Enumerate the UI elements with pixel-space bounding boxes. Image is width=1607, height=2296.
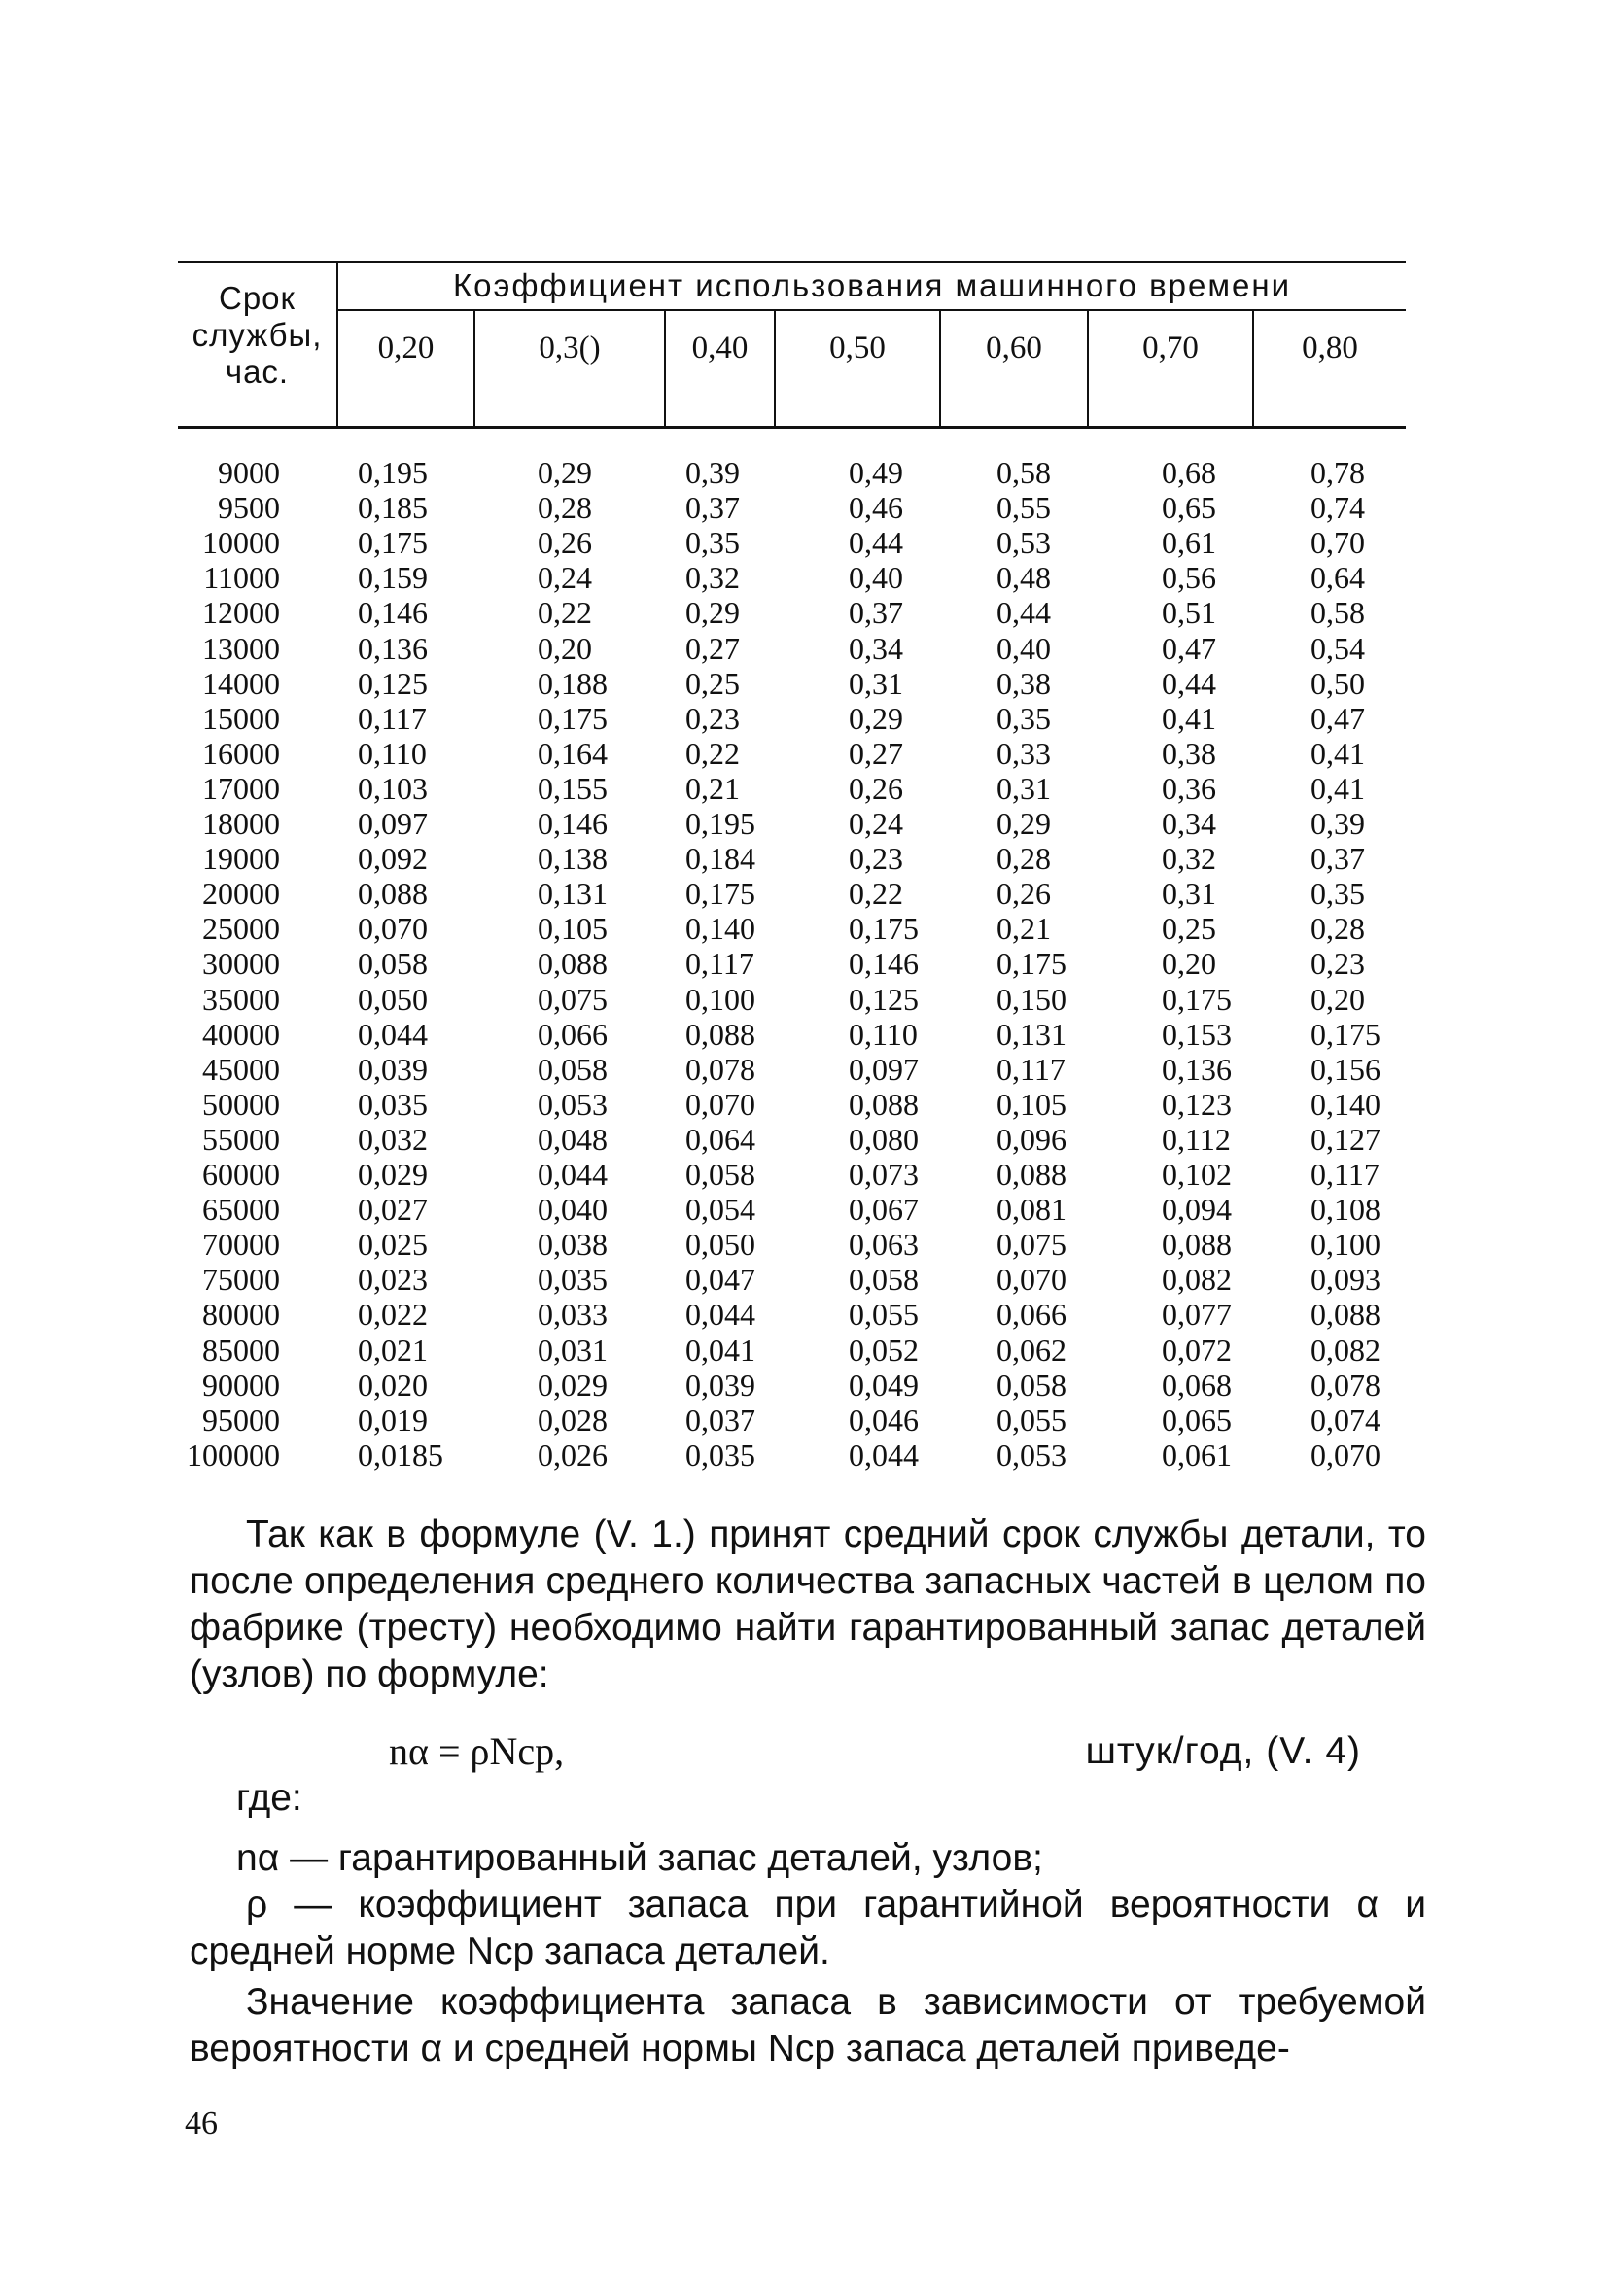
coefficient-cell: 0,088 [1310, 1297, 1380, 1333]
table-row [178, 1227, 1406, 1262]
coefficient-cell: 0,097 [358, 806, 428, 841]
column-header: 0,20 [377, 330, 435, 365]
table-row [178, 1403, 1406, 1438]
coefficient-cell: 0,65 [1162, 490, 1216, 526]
coefficient-cell: 0,44 [1162, 665, 1216, 701]
service-life-header [178, 280, 336, 391]
service-life-cell: 11000 [203, 560, 280, 596]
service-life-cell: 12000 [202, 595, 280, 631]
service-life-cell: 16000 [202, 735, 280, 771]
coefficient-cell: 0,112 [1162, 1121, 1231, 1157]
coefficient-cell: 0,58 [1310, 595, 1365, 631]
coefficient-cell: 0,035 [685, 1437, 755, 1473]
coefficient-cell: 0,68 [1162, 455, 1216, 490]
service-life-cell: 35000 [202, 981, 280, 1017]
coefficient-cell: 0,046 [849, 1402, 919, 1438]
service-life-cell: 30000 [202, 946, 280, 982]
coefficient-cell: 0,064 [685, 1121, 755, 1157]
header-bottom-rule [178, 426, 1406, 429]
coefficient-cell: 0,067 [849, 1192, 919, 1228]
coefficient-cell: 0,040 [538, 1192, 608, 1228]
service-life-cell: 40000 [202, 1016, 280, 1052]
table-row [178, 1192, 1406, 1227]
coefficient-cell: 0,055 [849, 1297, 919, 1333]
coefficient-cell: 0,070 [996, 1262, 1066, 1298]
coefficient-cell: 0,075 [538, 981, 608, 1017]
table-row [178, 666, 1406, 701]
formula-expression: nα = ρNcp, [389, 1729, 565, 1773]
definition-n-alpha: nα — гарантированный запас деталей, узлов; [236, 1837, 1043, 1879]
coefficient-cell: 0,073 [849, 1157, 919, 1192]
coefficient-cell: 0,044 [358, 1016, 428, 1052]
service-life-cell: 9500 [218, 490, 280, 526]
coefficient-cell: 0,26 [996, 876, 1051, 912]
coefficient-cell: 0,088 [996, 1157, 1066, 1192]
table-row [178, 876, 1406, 911]
table-row [178, 560, 1406, 595]
coefficient-cell: 0,088 [358, 876, 428, 912]
coefficient-cell: 0,39 [1310, 806, 1365, 841]
coefficient-cell: 0,55 [996, 490, 1051, 526]
coefficient-cell: 0,185 [358, 490, 428, 526]
coefficient-cell: 0,029 [538, 1367, 608, 1403]
service-life-cell: 20000 [202, 876, 280, 912]
service-life-cell: 13000 [202, 630, 280, 666]
service-life-cell: 60000 [202, 1157, 280, 1192]
coefficient-cell: 0,022 [358, 1297, 428, 1333]
coefficient-cell: 0,23 [849, 841, 903, 877]
coefficient-cell: 0,175 [358, 525, 428, 561]
coefficient-cell: 0,082 [1310, 1332, 1380, 1368]
service-life-cell: 65000 [202, 1192, 280, 1228]
coefficient-cell: 0,38 [1162, 735, 1216, 771]
service-life-cell: 85000 [202, 1332, 280, 1368]
coefficient-cell: 0,47 [1162, 630, 1216, 666]
column-header: 0,3() [539, 330, 601, 365]
service-life-cell: 45000 [202, 1051, 280, 1087]
service-life-cell: 9000 [218, 455, 280, 490]
coefficient-header: Коэффициент использования машинного времени [452, 267, 1292, 303]
coefficient-cell: 0,125 [849, 981, 919, 1017]
coefficient-cell: 0,25 [1162, 911, 1216, 947]
coefficient-cell: 0,48 [996, 560, 1051, 596]
coefficient-cell: 0,175 [1162, 981, 1232, 1017]
column-header: 0,40 [691, 330, 749, 365]
coefficient-cell: 0,058 [849, 1262, 919, 1298]
coefficient-cell: 0,081 [996, 1192, 1066, 1228]
coefficient-cell: 0,058 [996, 1367, 1066, 1403]
service-life-cell: 100000 [187, 1437, 280, 1473]
coefficient-cell: 0,021 [358, 1332, 428, 1368]
coefficient-cell: 0,074 [1310, 1402, 1380, 1438]
coefficient-cell: 0,23 [1310, 946, 1365, 982]
coefficient-cell: 0,28 [996, 841, 1051, 877]
coefficient-cell: 0,22 [849, 876, 903, 912]
coefficient-cell: 0,175 [849, 911, 919, 947]
service-life-header-line: час. [225, 354, 290, 390]
coefficient-cell: 0,35 [1310, 876, 1365, 912]
coefficient-cell: 0,164 [538, 735, 608, 771]
coefficient-cell: 0,088 [685, 1016, 755, 1052]
coefficient-cell: 0,175 [1310, 1016, 1380, 1052]
service-life-header-line: Срок [219, 280, 296, 316]
coefficient-cell: 0,039 [358, 1051, 428, 1087]
coefficient-cell: 0,61 [1162, 525, 1216, 561]
table-row [178, 595, 1406, 630]
coefficient-cell: 0,78 [1310, 455, 1365, 490]
coefficient-cell: 0,44 [849, 525, 903, 561]
coefficient-cell: 0,150 [996, 981, 1066, 1017]
coefficient-cell: 0,41 [1162, 700, 1216, 736]
table-row [178, 1122, 1406, 1157]
coefficient-cell: 0,25 [685, 665, 740, 701]
coefficient-cell: 0,035 [538, 1262, 608, 1298]
coefficient-cell: 0,033 [538, 1297, 608, 1333]
coefficient-cell: 0,28 [1310, 911, 1365, 947]
coefficient-cell: 0,22 [685, 735, 740, 771]
coefficient-cell: 0,077 [1162, 1297, 1232, 1333]
service-life-cell: 70000 [202, 1227, 280, 1263]
service-life-header-line: службы, [192, 317, 323, 353]
header-sub-rule [338, 309, 1406, 311]
table-row [178, 946, 1406, 981]
coefficient-cell: 0,117 [685, 946, 754, 982]
formula-units-number: штук/год, (V. 4) [1085, 1730, 1361, 1772]
coefficient-cell: 0,055 [996, 1402, 1066, 1438]
table-row [178, 1438, 1406, 1473]
coefficient-cell: 0,031 [538, 1332, 608, 1368]
coefficient-cell: 0,052 [849, 1332, 919, 1368]
coefficient-cell: 0,46 [849, 490, 903, 526]
coefficient-cell: 0,025 [358, 1227, 428, 1263]
table-row [178, 1052, 1406, 1087]
coefficient-cell: 0,082 [1162, 1262, 1232, 1298]
coefficient-cell: 0,146 [849, 946, 919, 982]
coefficient-cell: 0,136 [358, 630, 428, 666]
coefficient-cell: 0,105 [538, 911, 608, 947]
service-life-cell: 18000 [202, 806, 280, 841]
coefficient-cell: 0,47 [1310, 700, 1365, 736]
coefficient-cell: 0,39 [685, 455, 740, 490]
coefficient-cell: 0,24 [538, 560, 592, 596]
coefficient-cell: 0,072 [1162, 1332, 1232, 1368]
coefficient-cell: 0,123 [1162, 1086, 1232, 1122]
coefficient-cell: 0,102 [1162, 1157, 1232, 1192]
coefficient-cell: 0,49 [849, 455, 903, 490]
coefficient-cell: 0,026 [538, 1437, 608, 1473]
coefficient-cell: 0,027 [358, 1192, 428, 1228]
table-row [178, 736, 1406, 771]
table-row [178, 806, 1406, 841]
coefficient-cell: 0,195 [685, 806, 755, 841]
coefficient-cell: 0,26 [538, 525, 592, 561]
coefficient-cell: 0,41 [1310, 770, 1365, 806]
coefficient-cell: 0,140 [1310, 1086, 1380, 1122]
coefficient-cell: 0,138 [538, 841, 608, 877]
coefficient-cell: 0,188 [538, 665, 608, 701]
where-label: где: [236, 1777, 302, 1819]
coefficient-cell: 0,146 [358, 595, 428, 631]
coefficient-cell: 0,32 [1162, 841, 1216, 877]
coefficient-cell: 0,092 [358, 841, 428, 877]
coefficient-cell: 0,22 [538, 595, 592, 631]
coefficient-cell: 0,53 [996, 525, 1051, 561]
coefficient-cell: 0,093 [1310, 1262, 1380, 1298]
coefficient-cell: 0,070 [358, 911, 428, 947]
coefficient-cell: 0,041 [685, 1332, 755, 1368]
coefficient-cell: 0,048 [538, 1121, 608, 1157]
coefficient-cell: 0,34 [1162, 806, 1216, 841]
table-row [178, 1157, 1406, 1192]
coefficient-cell: 0,184 [685, 841, 755, 877]
coefficient-cell: 0,140 [685, 911, 755, 947]
coefficient-cell: 0,066 [996, 1297, 1066, 1333]
coefficient-cell: 0,044 [849, 1437, 919, 1473]
coefficient-cell: 0,061 [1162, 1437, 1232, 1473]
coefficient-cell: 0,32 [685, 560, 740, 596]
coefficient-cell: 0,078 [685, 1051, 755, 1087]
service-life-cell: 90000 [202, 1367, 280, 1403]
coefficient-cell: 0,31 [849, 665, 903, 701]
coefficient-cell: 0,175 [996, 946, 1066, 982]
service-life-cell: 50000 [202, 1086, 280, 1122]
coefficient-cell: 0,20 [1162, 946, 1216, 982]
paragraph-2: Значение коэффициента запаса в зависимости от требуемой вероятности α и средней нормы Ncp запаса деталей приведе- [190, 1981, 1426, 2070]
coefficient-cell: 0,131 [538, 876, 608, 912]
coefficient-cell: 0,053 [996, 1437, 1066, 1473]
coefficient-cell: 0,032 [358, 1121, 428, 1157]
coefficient-cell: 0,34 [849, 630, 903, 666]
coefficient-cell: 0,066 [538, 1016, 608, 1052]
coefficient-cell: 0,44 [996, 595, 1051, 631]
coefficient-cell: 0,058 [358, 946, 428, 982]
table-row [178, 1297, 1406, 1332]
coefficient-cell: 0,21 [685, 770, 740, 806]
coefficient-cell: 0,153 [1162, 1016, 1232, 1052]
coefficient-cell: 0,136 [1162, 1051, 1232, 1087]
coefficient-cell: 0,062 [996, 1332, 1066, 1368]
coefficient-cell: 0,088 [1162, 1227, 1232, 1263]
coefficient-cell: 0,40 [849, 560, 903, 596]
service-life-cell: 15000 [202, 700, 280, 736]
coefficient-cell: 0,37 [1310, 841, 1365, 877]
coefficient-cell: 0,047 [685, 1262, 755, 1298]
coefficient-cell: 0,20 [1310, 981, 1365, 1017]
table-row [178, 1087, 1406, 1122]
service-life-cell: 17000 [202, 770, 280, 806]
table-row [178, 1017, 1406, 1052]
coefficient-cell: 0,33 [996, 735, 1051, 771]
coefficient-cell: 0,146 [538, 806, 608, 841]
coefficient-cell: 0,26 [849, 770, 903, 806]
coefficient-cell: 0,068 [1162, 1367, 1232, 1403]
coefficient-cell: 0,58 [996, 455, 1051, 490]
column-header: 0,70 [1142, 330, 1199, 365]
coefficient-cell: 0,27 [685, 630, 740, 666]
coefficient-cell: 0,23 [685, 700, 740, 736]
coefficient-cell: 0,50 [1310, 665, 1365, 701]
coefficient-cell: 0,29 [685, 595, 740, 631]
table-row [178, 771, 1406, 806]
coefficient-cell: 0,28 [538, 490, 592, 526]
service-life-cell: 95000 [202, 1402, 280, 1438]
coefficient-cell: 0,70 [1310, 525, 1365, 561]
coefficient-cell: 0,065 [1162, 1402, 1232, 1438]
coefficient-cell: 0,075 [996, 1227, 1066, 1263]
coefficient-cell: 0,35 [685, 525, 740, 561]
coefficient-cell: 0,40 [996, 630, 1051, 666]
coefficient-cell: 0,37 [849, 595, 903, 631]
paragraph-1: Так как в формуле (V. 1.) принят средний срок службы детали, то после определения среднего количества запасных частей в целом по фабрике (тресту) необходимо найти гарантированный запас деталей (узлов) по формуле: [190, 1513, 1426, 1695]
coefficient-cell: 0,037 [685, 1402, 755, 1438]
table-row [178, 490, 1406, 525]
coefficient-cell: 0,175 [685, 876, 755, 912]
coefficient-cell: 0,131 [996, 1016, 1066, 1052]
coefficient-cell: 0,058 [685, 1157, 755, 1192]
service-life-cell: 10000 [202, 525, 280, 561]
coefficient-cell: 0,31 [1162, 876, 1216, 912]
coefficient-cell: 0,108 [1310, 1192, 1380, 1228]
column-header: 0,60 [986, 330, 1042, 365]
table-row [178, 701, 1406, 736]
coefficient-cell: 0,110 [849, 1016, 918, 1052]
coefficient-cell: 0,080 [849, 1121, 919, 1157]
coefficient-cell: 0,078 [1310, 1367, 1380, 1403]
coefficient-cell: 0,038 [538, 1227, 608, 1263]
coefficient-cell: 0,41 [1310, 735, 1365, 771]
coefficient-cell: 0,64 [1310, 560, 1365, 596]
coefficient-cell: 0,105 [996, 1086, 1066, 1122]
coefficient-cell: 0,029 [358, 1157, 428, 1192]
coefficient-cell: 0,175 [538, 700, 608, 736]
service-life-cell: 80000 [202, 1297, 280, 1333]
coefficient-cell: 0,159 [358, 560, 428, 596]
table-row [178, 1368, 1406, 1403]
coefficient-cell: 0,100 [1310, 1227, 1380, 1263]
coefficient-cell: 0,21 [996, 911, 1051, 947]
coefficient-cell: 0,096 [996, 1121, 1066, 1157]
coefficient-cell: 0,37 [685, 490, 740, 526]
table-row [178, 982, 1406, 1017]
coefficient-cell: 0,127 [1310, 1121, 1380, 1157]
coefficient-cell: 0,035 [358, 1086, 428, 1122]
service-life-cell: 55000 [202, 1121, 280, 1157]
coefficient-cell: 0,049 [849, 1367, 919, 1403]
coefficient-cell: 0,088 [538, 946, 608, 982]
coefficient-cell: 0,29 [996, 806, 1051, 841]
coefficient-cell: 0,097 [849, 1051, 919, 1087]
coefficient-cell: 0,088 [849, 1086, 919, 1122]
coefficient-cell: 0,110 [358, 735, 427, 771]
coefficient-cell: 0,044 [538, 1157, 608, 1192]
service-life-cell: 14000 [202, 665, 280, 701]
coefficient-cell: 0,38 [996, 665, 1051, 701]
coefficient-cell: 0,56 [1162, 560, 1216, 596]
coefficient-cell: 0,050 [685, 1227, 755, 1263]
coefficient-cell: 0,195 [358, 455, 428, 490]
coefficient-cell: 0,20 [538, 630, 592, 666]
coefficient-cell: 0,103 [358, 770, 428, 806]
coefficient-cell: 0,156 [1310, 1051, 1380, 1087]
coefficient-cell: 0,54 [1310, 630, 1365, 666]
coefficient-cell: 0,063 [849, 1227, 919, 1263]
service-life-cell: 75000 [202, 1262, 280, 1298]
coefficient-cell: 0,29 [849, 700, 903, 736]
coefficient-cell: 0,039 [685, 1367, 755, 1403]
coefficient-cell: 0,044 [685, 1297, 755, 1333]
coefficient-cell: 0,053 [538, 1086, 608, 1122]
coefficient-cell: 0,155 [538, 770, 608, 806]
page-number: 46 [185, 2105, 218, 2141]
coefficient-cell: 0,058 [538, 1051, 608, 1087]
coefficient-cell: 0,36 [1162, 770, 1216, 806]
column-header: 0,80 [1302, 330, 1358, 365]
coefficient-cell: 0,117 [358, 700, 427, 736]
coefficient-cell: 0,054 [685, 1192, 755, 1228]
definition-rho: ρ — коэффициент запаса при гарантийной вероятности α и средней норме Ncp запаса деталей. [190, 1884, 1426, 1972]
coefficient-cell: 0,24 [849, 806, 903, 841]
coefficient-cell: 0,028 [538, 1402, 608, 1438]
coefficient-cell: 0,019 [358, 1402, 428, 1438]
table-row [178, 631, 1406, 666]
coefficient-cell: 0,117 [996, 1051, 1066, 1087]
service-life-cell: 25000 [202, 911, 280, 947]
coefficient-cell: 0,020 [358, 1367, 428, 1403]
table-row [178, 525, 1406, 560]
table-row [178, 1262, 1406, 1297]
coefficient-cell: 0,31 [996, 770, 1051, 806]
coefficient-cell: 0,070 [1310, 1437, 1380, 1473]
table-row [178, 455, 1406, 490]
coefficient-cell: 0,125 [358, 665, 428, 701]
coefficient-cell: 0,050 [358, 981, 428, 1017]
table-row [178, 841, 1406, 876]
table-top-rule [178, 261, 1406, 263]
coefficient-cell: 0,117 [1310, 1157, 1380, 1192]
coefficient-cell: 0,094 [1162, 1192, 1232, 1228]
coefficient-cell: 0,35 [996, 700, 1051, 736]
coefficient-cell: 0,070 [685, 1086, 755, 1122]
coefficient-cell: 0,100 [685, 981, 755, 1017]
coefficient-cell: 0,74 [1310, 490, 1365, 526]
table-row [178, 911, 1406, 946]
service-life-cell: 19000 [202, 841, 280, 877]
table-row [178, 1333, 1406, 1368]
coefficient-cell: 0,023 [358, 1262, 428, 1298]
coefficient-cell: 0,0185 [358, 1437, 443, 1473]
coefficient-cell: 0,29 [538, 455, 592, 490]
coefficient-cell: 0,27 [849, 735, 903, 771]
column-header: 0,50 [829, 330, 886, 365]
coefficient-cell: 0,51 [1162, 595, 1216, 631]
